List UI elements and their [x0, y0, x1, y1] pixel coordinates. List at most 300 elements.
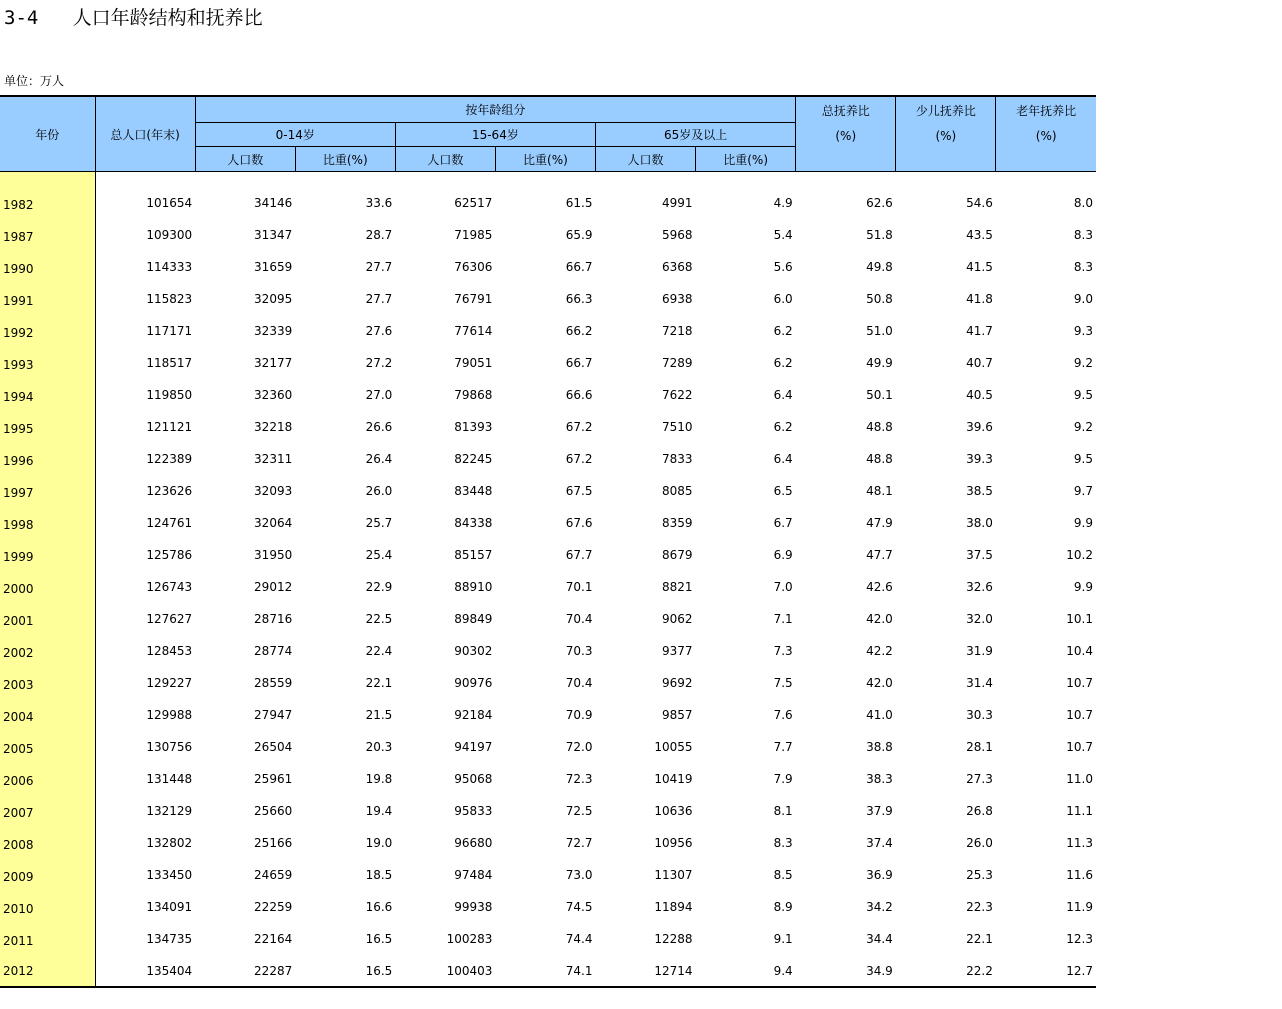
child-dependency-cell: 22.1	[966, 931, 993, 946]
share-65-plus-cell: 8.9	[773, 899, 793, 914]
year-cell: 1995	[0, 406, 95, 438]
total-cell: 109300	[146, 227, 193, 242]
share-15-64-cell: 70.3	[565, 643, 593, 658]
pop-65-plus-cell: 7833	[662, 451, 693, 466]
total-dependency-cell: 37.4	[866, 835, 893, 850]
old-dependency-cell: 8.0	[1073, 195, 1093, 210]
pop-65-plus-cell: 10636	[654, 803, 693, 818]
total-cell: 121121	[146, 419, 193, 434]
total-cell: 127627	[146, 611, 193, 626]
pop-0-14-cell: 32339	[254, 323, 293, 338]
pop-0-14-cell: 24659	[254, 867, 293, 882]
share-15-64-cell: 66.3	[565, 291, 593, 306]
pop-15-64-cell: 62517	[454, 195, 493, 210]
pop-65-plus-cell: 7510	[662, 419, 693, 434]
share-65-plus-cell: 6.0	[773, 291, 793, 306]
total-dependency-cell: 47.7	[866, 547, 893, 562]
child-dependency-cell: 32.0	[966, 611, 993, 626]
pop-15-64-cell: 77614	[454, 323, 493, 338]
share-15-64-cell: 66.7	[565, 355, 593, 370]
pop-15-64-cell: 100283	[446, 931, 493, 946]
total-cell: 101654	[146, 195, 193, 210]
total-dependency-cell: 50.1	[866, 387, 893, 402]
share-15-64-cell: 70.1	[565, 579, 593, 594]
year-cell: 2011	[0, 918, 95, 950]
total-dependency-cell: 34.4	[866, 931, 893, 946]
share-65-plus-cell: 6.7	[773, 515, 793, 530]
share-15-64-cell: 66.7	[565, 259, 593, 274]
old-dependency-cell: 9.7	[1073, 483, 1093, 498]
header-pop-0-14: 人口数	[195, 147, 295, 172]
table-row	[0, 182, 1096, 214]
age-structure-table	[0, 95, 1096, 986]
table-row	[0, 630, 1096, 662]
year-cell-spacer	[0, 172, 95, 182]
old-dependency-cell: 9.0	[1073, 291, 1093, 306]
old-dependency-cell: 9.5	[1073, 451, 1093, 466]
total-cell: 128453	[146, 643, 193, 658]
share-0-14-cell: 27.2	[365, 355, 393, 370]
share-15-64-cell: 70.4	[565, 675, 593, 690]
old-dependency-cell: 8.3	[1073, 259, 1093, 274]
table-bottom-border	[0, 986, 1096, 988]
table-row	[0, 246, 1096, 278]
share-0-14-cell: 19.4	[365, 803, 393, 818]
child-dependency-cell: 22.3	[966, 899, 993, 914]
old-dependency-cell: 11.6	[1066, 867, 1093, 882]
old-dependency-cell: 9.3	[1073, 323, 1093, 338]
share-0-14-cell: 16.5	[365, 963, 393, 978]
share-65-plus-cell: 6.4	[773, 387, 793, 402]
year-cell: 1998	[0, 502, 95, 534]
total-dependency-cell: 48.8	[866, 451, 893, 466]
table-row	[0, 950, 1096, 986]
pop-15-64-cell: 79868	[454, 387, 493, 402]
header-group-65-plus: 65岁及以上	[595, 123, 795, 147]
total-dependency-cell: 42.0	[866, 675, 893, 690]
pop-15-64-cell: 97484	[454, 867, 493, 882]
header-old-dependency	[996, 96, 1096, 172]
share-65-plus-cell: 4.9	[773, 195, 793, 210]
share-65-plus-cell: 6.2	[773, 323, 793, 338]
header-old-dependency-unit: (%)	[1035, 129, 1057, 143]
total-dependency-cell: 38.8	[866, 739, 893, 754]
pop-65-plus-cell: 5968	[662, 227, 693, 242]
header-total-population: 总人口(年末)	[95, 96, 195, 172]
share-65-plus-cell: 6.2	[773, 355, 793, 370]
pop-65-plus-cell: 9692	[662, 675, 693, 690]
share-65-plus-cell: 7.1	[773, 611, 793, 626]
share-15-64-cell: 74.5	[565, 899, 593, 914]
share-65-plus-cell: 7.7	[773, 739, 793, 754]
pop-15-64-cell: 95068	[454, 771, 493, 786]
year-cell: 1987	[0, 214, 95, 246]
share-65-plus-cell: 7.0	[773, 579, 793, 594]
pop-65-plus-cell: 6938	[662, 291, 693, 306]
child-dependency-cell: 39.6	[966, 419, 993, 434]
year-cell: 2002	[0, 630, 95, 662]
share-65-plus-cell: 6.9	[773, 547, 793, 562]
year-cell: 2008	[0, 822, 95, 854]
share-0-14-cell: 22.9	[365, 579, 393, 594]
share-15-64-cell: 73.0	[565, 867, 593, 882]
pop-0-14-cell: 32360	[254, 387, 293, 402]
total-cell: 134091	[146, 899, 193, 914]
old-dependency-cell: 11.3	[1066, 835, 1093, 850]
share-65-plus-cell: 7.9	[773, 771, 793, 786]
old-dependency-cell: 10.4	[1066, 643, 1093, 658]
old-dependency-cell: 9.9	[1073, 515, 1093, 530]
table-row	[0, 918, 1096, 950]
table-row	[0, 886, 1096, 918]
year-cell: 2004	[0, 694, 95, 726]
pop-65-plus-cell: 10055	[654, 739, 693, 754]
total-cell: 135404	[146, 963, 193, 978]
table-row	[0, 662, 1096, 694]
pop-15-64-cell: 92184	[454, 707, 493, 722]
share-0-14-cell: 26.4	[365, 451, 393, 466]
pop-65-plus-cell: 11307	[654, 867, 693, 882]
child-dependency-cell: 26.0	[966, 835, 993, 850]
table-header	[0, 96, 1096, 172]
year-cell: 1990	[0, 246, 95, 278]
header-group-15-64: 15-64岁	[395, 123, 595, 147]
share-0-14-cell: 22.4	[365, 643, 393, 658]
total-cell: 132802	[146, 835, 193, 850]
child-dependency-cell: 40.7	[966, 355, 993, 370]
pop-0-14-cell: 29012	[254, 579, 293, 594]
year-cell: 1996	[0, 438, 95, 470]
child-dependency-cell: 28.1	[966, 739, 993, 754]
pop-0-14-cell: 25166	[254, 835, 293, 850]
pop-15-64-cell: 82245	[454, 451, 493, 466]
share-0-14-cell: 18.5	[365, 867, 393, 882]
pop-0-14-cell: 25961	[254, 771, 293, 786]
table-row	[0, 694, 1096, 726]
spacer-cell	[95, 172, 1096, 182]
pop-65-plus-cell: 9857	[662, 707, 693, 722]
total-cell: 129227	[146, 675, 193, 690]
pop-15-64-cell: 76791	[454, 291, 493, 306]
child-dependency-cell: 27.3	[966, 771, 993, 786]
child-dependency-cell: 38.0	[966, 515, 993, 530]
old-dependency-cell: 9.9	[1073, 579, 1093, 594]
header-old-dependency-label: 老年抚养比	[1016, 104, 1077, 118]
pop-65-plus-cell: 10419	[654, 771, 693, 786]
old-dependency-cell: 9.2	[1073, 355, 1093, 370]
share-65-plus-cell: 7.6	[773, 707, 793, 722]
share-15-64-cell: 72.3	[565, 771, 593, 786]
child-dependency-cell: 37.5	[966, 547, 993, 562]
total-cell: 118517	[146, 355, 193, 370]
old-dependency-cell: 12.3	[1066, 931, 1093, 946]
pop-15-64-cell: 100403	[446, 963, 493, 978]
child-dependency-cell: 25.3	[966, 867, 993, 882]
share-65-plus-cell: 5.6	[773, 259, 793, 274]
pop-65-plus-cell: 12714	[654, 963, 693, 978]
total-cell: 130756	[146, 739, 193, 754]
pop-65-plus-cell: 9062	[662, 611, 693, 626]
year-cell: 2012	[0, 950, 95, 986]
share-15-64-cell: 70.4	[565, 611, 593, 626]
total-dependency-cell: 36.9	[866, 867, 893, 882]
share-15-64-cell: 70.9	[565, 707, 593, 722]
header-total-dependency-unit: (%)	[835, 129, 857, 143]
share-0-14-cell: 27.7	[365, 259, 393, 274]
pop-65-plus-cell: 8085	[662, 483, 693, 498]
total-dependency-cell: 47.9	[866, 515, 893, 530]
table-row	[0, 822, 1096, 854]
year-cell: 2009	[0, 854, 95, 886]
share-15-64-cell: 67.2	[565, 419, 593, 434]
pop-0-14-cell: 28559	[254, 675, 293, 690]
share-65-plus-cell: 8.1	[773, 803, 793, 818]
pop-15-64-cell: 71985	[454, 227, 493, 242]
header-total-dependency	[796, 96, 896, 172]
share-15-64-cell: 72.5	[565, 803, 593, 818]
total-dependency-cell: 48.8	[866, 419, 893, 434]
total-dependency-cell: 51.0	[866, 323, 893, 338]
child-dependency-cell: 54.6	[966, 195, 993, 210]
share-0-14-cell: 27.7	[365, 291, 393, 306]
year-cell: 2003	[0, 662, 95, 694]
table-body	[0, 172, 1096, 986]
old-dependency-cell: 11.9	[1066, 899, 1093, 914]
total-cell: 114333	[146, 259, 193, 274]
child-dependency-cell: 43.5	[966, 227, 993, 242]
share-0-14-cell: 27.0	[365, 387, 393, 402]
share-15-64-cell: 67.5	[565, 483, 593, 498]
header-share-65-plus: 比重(%)	[696, 147, 796, 172]
share-65-plus-cell: 8.5	[773, 867, 793, 882]
total-cell: 129988	[146, 707, 193, 722]
table-row	[0, 854, 1096, 886]
pop-15-64-cell: 81393	[454, 419, 493, 434]
header-share-15-64: 比重(%)	[495, 147, 595, 172]
total-dependency-cell: 51.8	[866, 227, 893, 242]
pop-0-14-cell: 32177	[254, 355, 293, 370]
total-dependency-cell: 42.6	[866, 579, 893, 594]
total-cell: 119850	[146, 387, 193, 402]
child-dependency-cell: 31.4	[966, 675, 993, 690]
child-dependency-cell: 38.5	[966, 483, 993, 498]
old-dependency-cell: 11.0	[1066, 771, 1093, 786]
pop-65-plus-cell: 12288	[654, 931, 693, 946]
year-cell: 2010	[0, 886, 95, 918]
pop-65-plus-cell: 7218	[662, 323, 693, 338]
total-dependency-cell: 37.9	[866, 803, 893, 818]
total-cell: 134735	[146, 931, 193, 946]
table-row	[0, 342, 1096, 374]
total-dependency-cell: 34.9	[866, 963, 893, 978]
header-pop-65-plus: 人口数	[595, 147, 695, 172]
total-cell: 125786	[146, 547, 193, 562]
old-dependency-cell: 9.5	[1073, 387, 1093, 402]
share-0-14-cell: 19.0	[365, 835, 393, 850]
pop-0-14-cell: 32064	[254, 515, 293, 530]
year-cell: 1993	[0, 342, 95, 374]
share-15-64-cell: 72.0	[565, 739, 593, 754]
total-dependency-cell: 42.0	[866, 611, 893, 626]
table-row	[0, 438, 1096, 470]
old-dependency-cell: 10.7	[1066, 707, 1093, 722]
total-dependency-cell: 48.1	[866, 483, 893, 498]
table-row	[0, 406, 1096, 438]
child-dependency-cell: 41.5	[966, 259, 993, 274]
pop-0-14-cell: 34146	[254, 195, 293, 210]
share-0-14-cell: 22.5	[365, 611, 393, 626]
total-cell: 115823	[146, 291, 193, 306]
table-row	[0, 374, 1096, 406]
share-0-14-cell: 33.6	[365, 195, 393, 210]
pop-0-14-cell: 22164	[254, 931, 293, 946]
total-cell: 117171	[146, 323, 193, 338]
table-row	[0, 214, 1096, 246]
child-dependency-cell: 30.3	[966, 707, 993, 722]
pop-65-plus-cell: 8821	[662, 579, 693, 594]
old-dependency-cell: 10.7	[1066, 739, 1093, 754]
pop-0-14-cell: 32095	[254, 291, 293, 306]
total-dependency-cell: 50.8	[866, 291, 893, 306]
data-table-container	[0, 95, 1096, 986]
pop-15-64-cell: 85157	[454, 547, 493, 562]
pop-15-64-cell: 96680	[454, 835, 493, 850]
pop-0-14-cell: 22287	[254, 963, 293, 978]
spacer-row	[0, 172, 1096, 182]
header-total-dependency-label: 总抚养比	[821, 104, 870, 118]
header-by-age-group: 按年龄组分	[195, 96, 796, 123]
table-row	[0, 502, 1096, 534]
old-dependency-cell: 10.7	[1066, 675, 1093, 690]
old-dependency-cell: 10.2	[1066, 547, 1093, 562]
pop-65-plus-cell: 8679	[662, 547, 693, 562]
year-cell: 1982	[0, 182, 95, 214]
total-cell: 131448	[146, 771, 193, 786]
pop-0-14-cell: 27947	[254, 707, 293, 722]
share-15-64-cell: 66.6	[565, 387, 593, 402]
header-child-dependency-unit: (%)	[935, 129, 957, 143]
child-dependency-cell: 39.3	[966, 451, 993, 466]
share-0-14-cell: 26.0	[365, 483, 393, 498]
share-15-64-cell: 66.2	[565, 323, 593, 338]
share-65-plus-cell: 7.5	[773, 675, 793, 690]
table-row	[0, 790, 1096, 822]
year-cell: 1999	[0, 534, 95, 566]
total-cell: 132129	[146, 803, 193, 818]
share-15-64-cell: 67.6	[565, 515, 593, 530]
old-dependency-cell: 8.3	[1073, 227, 1093, 242]
share-0-14-cell: 28.7	[365, 227, 393, 242]
pop-0-14-cell: 31347	[254, 227, 293, 242]
table-row	[0, 278, 1096, 310]
pop-15-64-cell: 88910	[454, 579, 493, 594]
year-cell: 2005	[0, 726, 95, 758]
pop-0-14-cell: 28716	[254, 611, 293, 626]
pop-65-plus-cell: 8359	[662, 515, 693, 530]
year-cell: 1992	[0, 310, 95, 342]
total-dependency-cell: 62.6	[866, 195, 893, 210]
share-15-64-cell: 67.2	[565, 451, 593, 466]
pop-65-plus-cell: 10956	[654, 835, 693, 850]
pop-0-14-cell: 22259	[254, 899, 293, 914]
pop-0-14-cell: 26504	[254, 739, 293, 754]
pop-65-plus-cell: 9377	[662, 643, 693, 658]
pop-0-14-cell: 31950	[254, 547, 293, 562]
old-dependency-cell: 12.7	[1066, 963, 1093, 978]
pop-15-64-cell: 99938	[454, 899, 493, 914]
page-title: 3-4 人口年龄结构和抚养比	[4, 7, 263, 29]
header-group-0-14: 0-14岁	[195, 123, 395, 147]
total-cell: 122389	[146, 451, 193, 466]
share-15-64-cell: 74.4	[565, 931, 593, 946]
share-15-64-cell: 65.9	[565, 227, 593, 242]
pop-0-14-cell: 25660	[254, 803, 293, 818]
total-dependency-cell: 49.9	[866, 355, 893, 370]
year-cell: 2007	[0, 790, 95, 822]
year-cell: 2001	[0, 598, 95, 630]
share-65-plus-cell: 7.3	[773, 643, 793, 658]
share-65-plus-cell: 6.5	[773, 483, 793, 498]
pop-65-plus-cell: 11894	[654, 899, 693, 914]
pop-0-14-cell: 32311	[254, 451, 293, 466]
share-65-plus-cell: 6.4	[773, 451, 793, 466]
old-dependency-cell: 10.1	[1066, 611, 1093, 626]
pop-65-plus-cell: 7622	[662, 387, 693, 402]
share-65-plus-cell: 6.2	[773, 419, 793, 434]
share-0-14-cell: 27.6	[365, 323, 393, 338]
child-dependency-cell: 22.2	[966, 963, 993, 978]
child-dependency-cell: 41.7	[966, 323, 993, 338]
share-65-plus-cell: 9.4	[773, 963, 793, 978]
share-15-64-cell: 72.7	[565, 835, 593, 850]
pop-65-plus-cell: 6368	[662, 259, 693, 274]
total-cell: 133450	[146, 867, 193, 882]
header-year: 年份	[0, 96, 95, 172]
header-child-dependency	[896, 96, 996, 172]
pop-15-64-cell: 95833	[454, 803, 493, 818]
pop-0-14-cell: 31659	[254, 259, 293, 274]
pop-15-64-cell: 90976	[454, 675, 493, 690]
share-0-14-cell: 21.5	[365, 707, 393, 722]
pop-15-64-cell: 94197	[454, 739, 493, 754]
pop-0-14-cell: 28774	[254, 643, 293, 658]
old-dependency-cell: 11.1	[1066, 803, 1093, 818]
child-dependency-cell: 40.5	[966, 387, 993, 402]
total-dependency-cell: 34.2	[866, 899, 893, 914]
pop-65-plus-cell: 7289	[662, 355, 693, 370]
pop-15-64-cell: 83448	[454, 483, 493, 498]
share-0-14-cell: 20.3	[365, 739, 393, 754]
share-0-14-cell: 26.6	[365, 419, 393, 434]
child-dependency-cell: 32.6	[966, 579, 993, 594]
child-dependency-cell: 41.8	[966, 291, 993, 306]
total-cell: 123626	[146, 483, 193, 498]
share-65-plus-cell: 9.1	[773, 931, 793, 946]
pop-15-64-cell: 79051	[454, 355, 493, 370]
pop-15-64-cell: 90302	[454, 643, 493, 658]
unit-label: 单位：万人	[4, 74, 65, 88]
header-child-dependency-label: 少儿抚养比	[915, 104, 976, 118]
pop-0-14-cell: 32218	[254, 419, 293, 434]
table-row	[0, 310, 1096, 342]
year-cell: 2006	[0, 758, 95, 790]
total-dependency-cell: 49.8	[866, 259, 893, 274]
table-row	[0, 566, 1096, 598]
share-0-14-cell: 16.5	[365, 931, 393, 946]
header-pop-15-64: 人口数	[395, 147, 495, 172]
total-cell: 124761	[146, 515, 193, 530]
share-0-14-cell: 25.7	[365, 515, 393, 530]
